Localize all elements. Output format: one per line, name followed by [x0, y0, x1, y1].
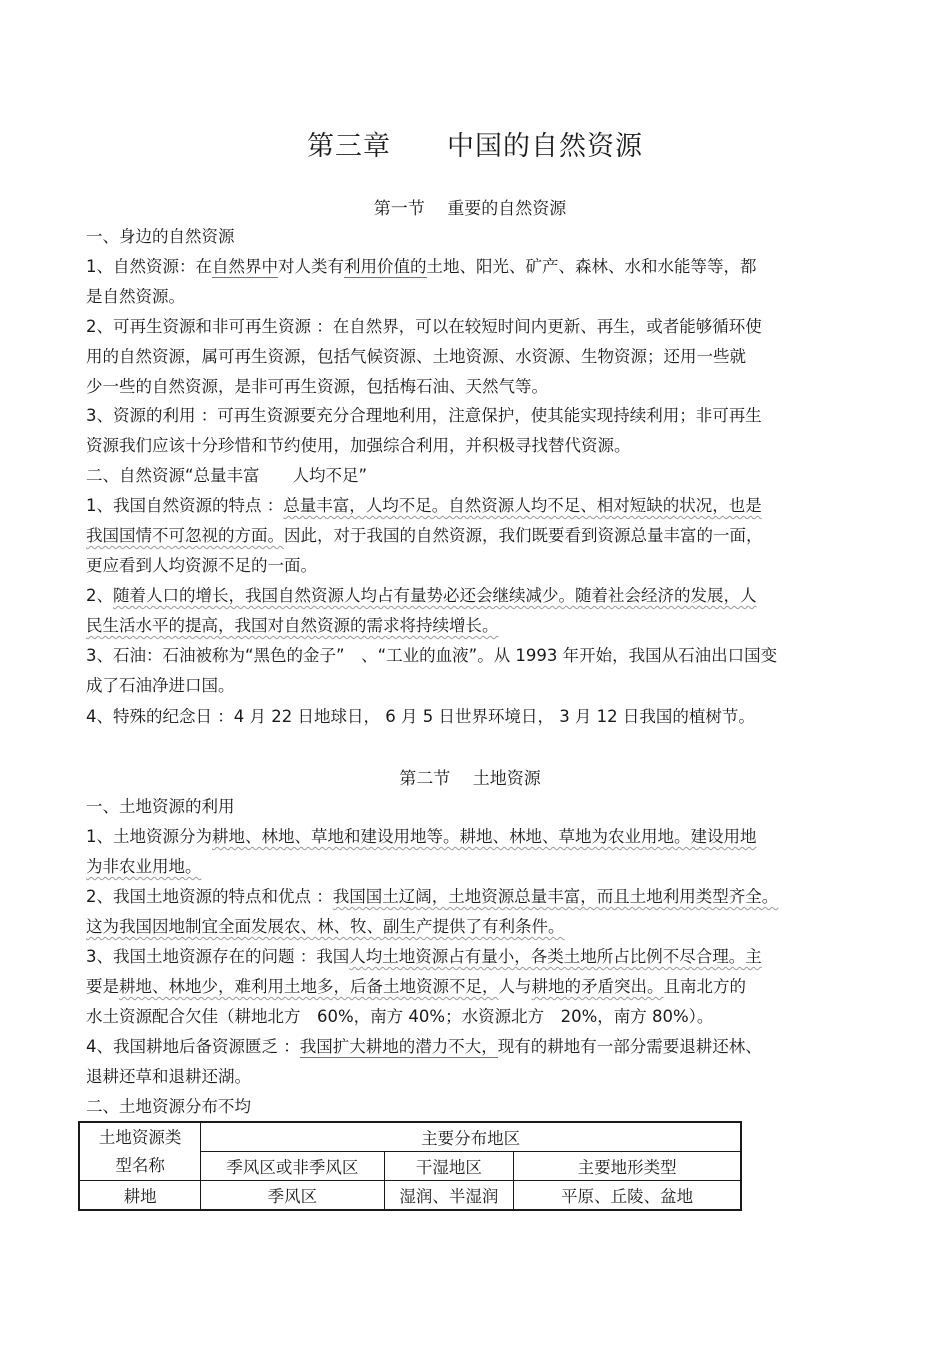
- paragraph-2-1-line-2: 为非农业用地。: [86, 857, 202, 876]
- table-row: [79, 1181, 741, 1211]
- section-2-title: 第二节 土地资源: [399, 769, 541, 789]
- paragraph-2-3-line-1: 3、我国土地资源存在的问题 ：我国人均土地资源占有量小，各类土地所占比例不尽合理。主: [86, 947, 762, 966]
- paragraph-1-5-line-1: 2、随着人口的增长，我国自然资源人均占有量势必还会继续减少。随着社会经济的发展，人: [86, 586, 757, 605]
- paragraph-1-3-line-1: 3、资源的利用 ：可再生资源要充分合理地利用，注意保护，使其能实现持续利用；非可再生: [86, 406, 762, 425]
- paragraph-1-2-line-3: 少一些的自然资源，是非可再生资源，包括梅石油、天然气等。: [86, 377, 548, 396]
- cell-monsoon: 季风区: [201, 1181, 384, 1211]
- paragraph-1-5-line-2: 民生活水平的提高，我国对自然资源的需求将持续增长。: [86, 616, 499, 635]
- heading-1-2: 二、自然资源“总量丰富 人均不足”: [86, 466, 368, 485]
- header-terrain: 主要地形类型: [514, 1152, 741, 1181]
- cell-terrain: 平原、丘陵、盆地: [514, 1181, 741, 1211]
- paragraph-2-3-line-2: 要是耕地、林地少，难利用土地多，后备土地资源不足，人与耕地的矛盾突出。且南北方的: [86, 977, 746, 996]
- paragraph-2-4-line-1: 4、我国耕地后备资源匮乏 ：我国扩大耕地的潜力不大，现有的耕地有一部分需要退耕还林、: [86, 1037, 762, 1056]
- paragraph-2-1-line-1: 1、土地资源分为耕地、林地、草地和建设用地等。耕地、林地、草地为农业用地。建设用地: [86, 827, 757, 846]
- paragraph-1-3-line-2: 资源我们应该十分珍惜和节约使用，加强综合利用，并积极寻找替代资源。: [86, 436, 631, 455]
- paragraph-1-7: 4、特殊的纪念日 ：4 月 22 日地球日， 6 月 5 日世界环境日， 3 月 12 日我国的植树节。: [86, 707, 755, 726]
- header-main-distribution: 主要分布地区: [201, 1122, 741, 1152]
- paragraph-1-4-line-3: 更应看到人均资源不足的一面。: [86, 556, 317, 575]
- paragraph-1-1-line-2: 是自然资源。: [86, 287, 185, 306]
- header-humidity: 干湿地区: [384, 1152, 514, 1181]
- paragraph-2-4-line-2: 退耕还草和退耕还湖。: [86, 1067, 251, 1086]
- heading-1-1: 一、身边的自然资源: [86, 227, 235, 246]
- paragraph-2-2-line-1: 2、我国土地资源的特点和优点 ：我国国土辽阔，土地资源总量丰富，而且土地利用类型齐全。: [86, 887, 779, 906]
- paragraph-2-2-line-2: 这为我国因地制宜全面发展农、林、牧、副生产提供了有利条件。: [86, 917, 565, 936]
- table-header-row-1: [79, 1122, 741, 1152]
- paragraph-1-2-line-2: 用的自然资源，属可再生资源，包括气候资源、土地资源、水资源、生物资源；还用一些就: [86, 347, 746, 366]
- paragraph-1-6-line-2: 成了石油净进口国。: [86, 676, 235, 695]
- paragraph-2-3-line-3: 水土资源配合欠佳（耕地北方 60%，南方 40%；水资源北方 20%，南方 80%）。: [86, 1007, 714, 1026]
- heading-2-1: 一、土地资源的利用: [86, 797, 235, 816]
- paragraph-1-2-line-1: 2、可再生资源和非可再生资源 ：在自然界，可以在较短时间内更新、再生，或者能够循环使: [86, 317, 762, 336]
- paragraph-1-1-line-1: 1、自然资源：在自然界中对人类有利用价值的土地、阳光、矿产、森林、水和水能等等，都: [86, 257, 757, 276]
- header-monsoon: 季风区或非季风区: [201, 1152, 384, 1181]
- chapter-title: 第三章 中国的自然资源: [307, 131, 643, 162]
- paragraph-1-4-line-1: 1、我国自然资源的特点 ：总量丰富，人均不足。自然资源人均不足、相对短缺的状况，也是: [86, 496, 762, 515]
- land-distribution-table: [78, 1121, 742, 1211]
- paragraph-1-6-line-1: 3、石油：石油被称为“黑色的金子” 、“工业的血液”。从 1993 年开始，我国从石油出口国变: [86, 646, 778, 665]
- paragraph-1-4-line-2: 我国国情不可忽视的方面。因此，对于我国的自然资源，我们既要看到资源总量丰富的一面，: [86, 526, 763, 545]
- heading-2-2: 二、土地资源分布不均: [86, 1097, 251, 1116]
- cell-type: 耕地: [79, 1181, 201, 1211]
- header-land-type: 土地资源类 型名称: [79, 1122, 201, 1181]
- cell-humidity: 湿润、半湿润: [384, 1181, 514, 1211]
- section-1-title: 第一节 重要的自然资源: [373, 199, 567, 219]
